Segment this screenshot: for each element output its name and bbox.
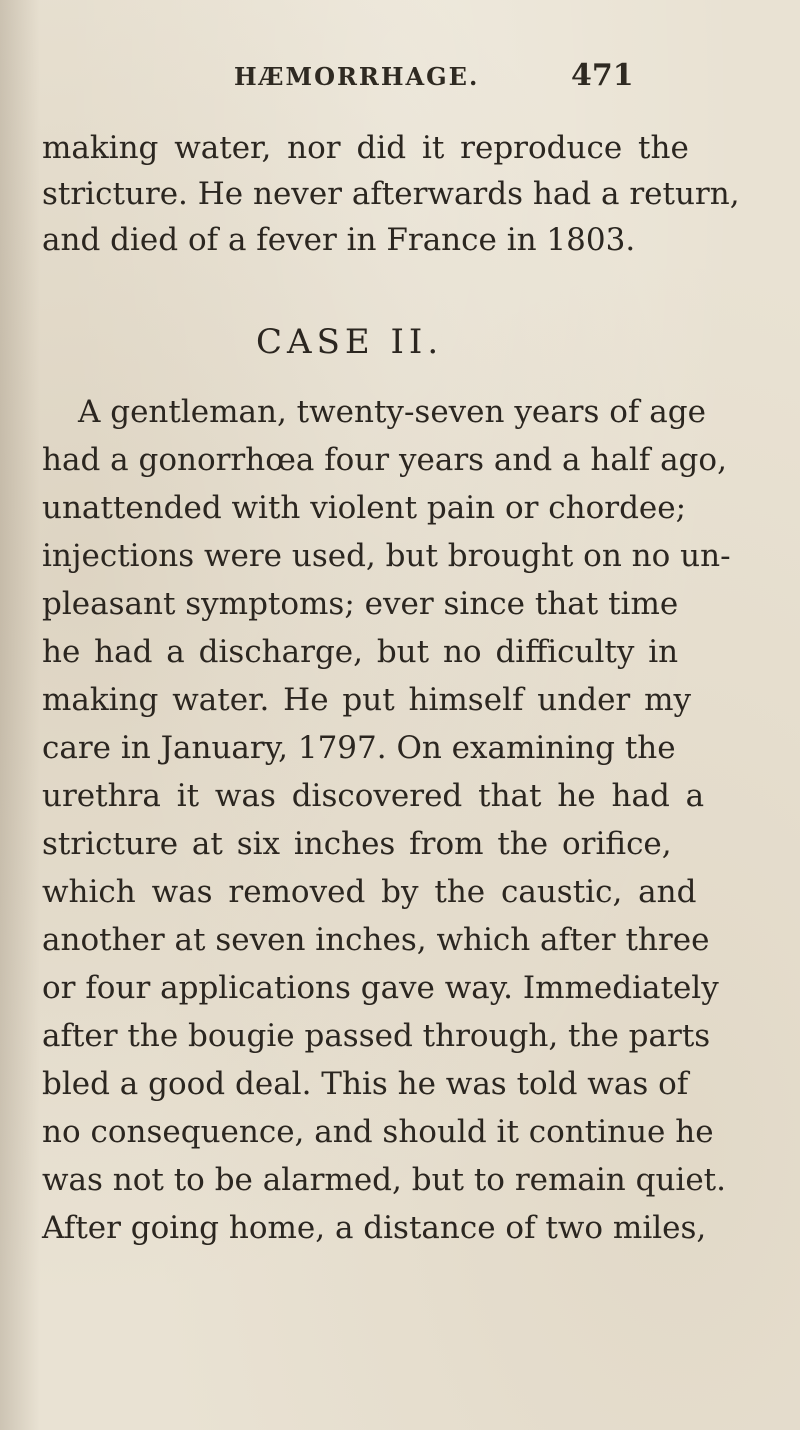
text-line: unattended with violent pain or chordee; xyxy=(42,490,687,526)
text-line: stricture. He never afterwards had a return, xyxy=(42,176,740,212)
text-line: another at seven inches, which after three xyxy=(42,922,710,958)
text-line: making water. He put himself under my xyxy=(42,682,692,718)
case-heading: CASE II. xyxy=(256,322,444,362)
page-number: 471 xyxy=(571,58,634,93)
text-line: which was removed by the caustic, and xyxy=(42,874,697,910)
text-line: pleasant symptoms; ever since that time xyxy=(42,586,679,622)
text-line: stricture at six inches from the orifice, xyxy=(42,826,672,862)
text-line: after the bougie passed through, the parts xyxy=(42,1018,711,1054)
text-line: had a gonorrhœa four years and a half ago, xyxy=(42,442,727,478)
text-line: he had a discharge, but no difficulty in xyxy=(42,634,679,670)
text-line: injections were used, but brought on no un- xyxy=(42,538,731,574)
text-line: After going home, a distance of two miles, xyxy=(42,1210,707,1246)
text-line: and died of a fever in France in 1803. xyxy=(42,222,636,258)
text-line: care in January, 1797. On examining the xyxy=(42,730,676,766)
running-header xyxy=(0,58,800,102)
text-line: making water, nor did it reproduce the xyxy=(42,130,689,166)
text-line: urethra it was discovered that he had a xyxy=(42,778,705,814)
text-line: or four applications gave way. Immediately xyxy=(42,970,719,1006)
page-gutter-shadow xyxy=(0,0,40,1430)
text-line: was not to be alarmed, but to remain quiet. xyxy=(42,1162,726,1198)
text-line: no consequence, and should it continue he xyxy=(42,1114,714,1150)
text-line: A gentleman, twenty-seven years of age xyxy=(78,394,706,430)
text-line: bled a good deal. This he was told was of xyxy=(42,1066,689,1102)
running-title: HÆMORRHAGE. xyxy=(234,62,480,91)
